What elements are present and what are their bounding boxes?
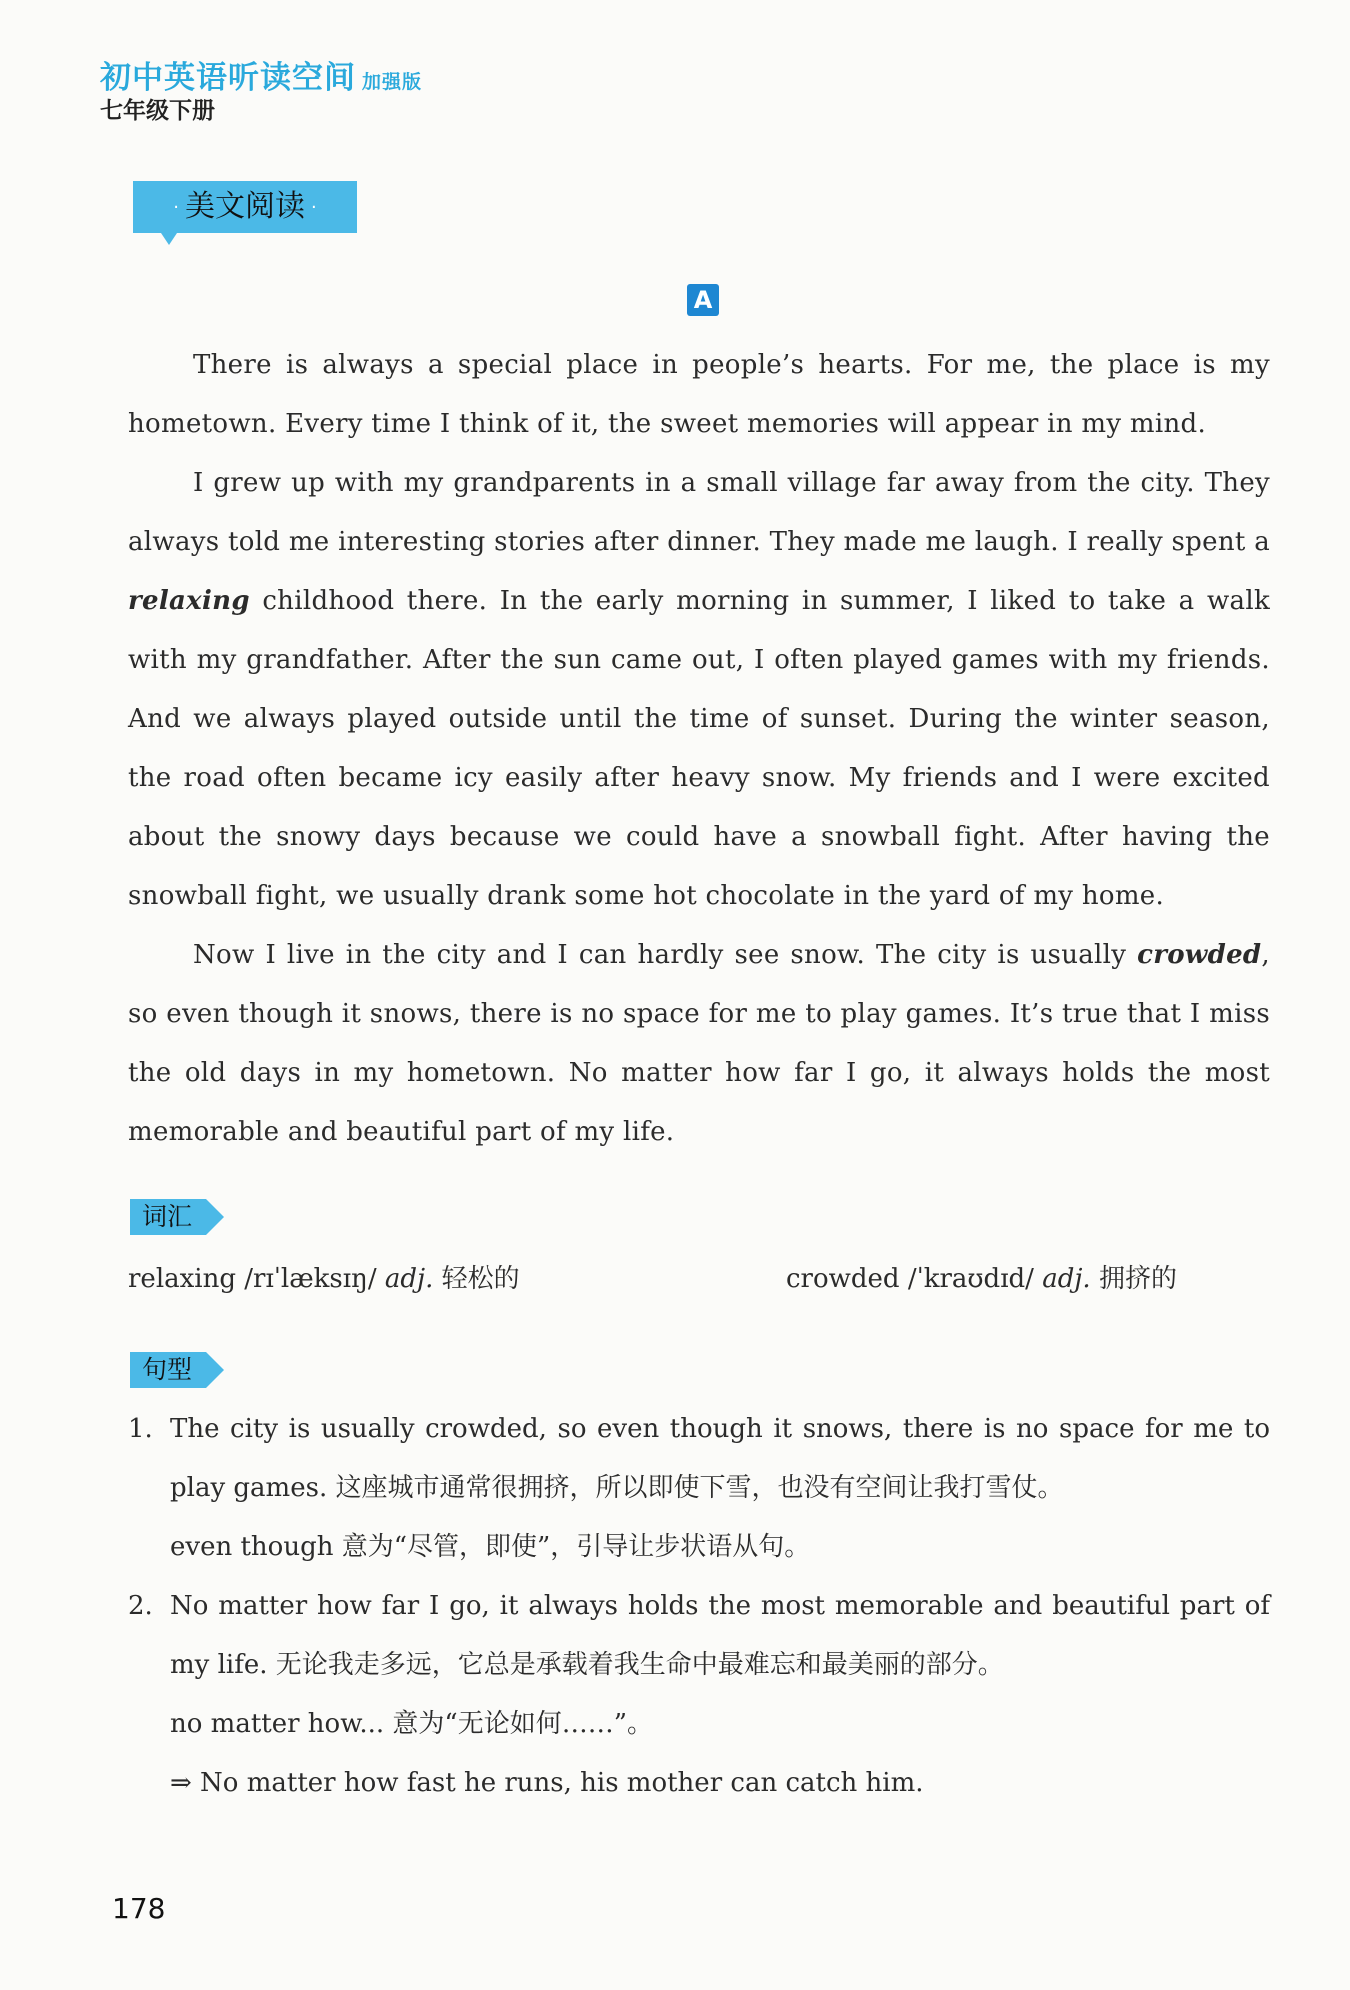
pattern-sentence: No matter how far I go, it always holds the most memorable and beautiful part of my life. 无论我走多远，它总是承载着我生命中最难忘和最美丽的部分。 xyxy=(170,1591,1270,1680)
pattern-number: 1. xyxy=(128,1414,153,1444)
paragraph-2: I grew up with my grandparents in a small village far away from the city. They always told me interesting stories after dinner. They made me laugh. I really spent a relaxing childhood there. In the early morning in summer, I liked to take a walk with my grandfather. After the sun came out, I often played games with my friends. And we always played outside until the time of sunset. During the winter season, the road often became icy easily after heavy snow. My friends and I were excited about the snowy days because we could have a snowball fight. After having the snowball fight, we usually drank some hot chocolate in the yard of my home. xyxy=(128,468,1270,911)
section-title: 美文阅读 xyxy=(185,189,305,224)
page-number: 178 xyxy=(112,1892,166,1925)
pattern-item xyxy=(128,1400,1270,1577)
section-banner xyxy=(133,181,357,233)
vocab-word: crowded xyxy=(786,1264,900,1294)
vocab-word: relaxing xyxy=(128,1264,236,1294)
series-subtitle: 加强版 xyxy=(362,71,423,93)
pattern-example: ⇒ No matter how fast he runs, his mother can catch him. xyxy=(170,1768,924,1798)
vocab-ipa: /rɪˈlæksɪŋ/ xyxy=(244,1264,377,1294)
grade-label: 七年级下册 xyxy=(100,98,215,124)
vocab-item-crowded xyxy=(786,1258,1177,1295)
vocab-item-relaxing xyxy=(128,1258,520,1295)
reading-passage xyxy=(128,336,1270,1162)
series-title-text: 初中英语听读空间 xyxy=(100,60,356,96)
keyword-crowded: crowded xyxy=(1137,940,1262,970)
vocab-meaning: 轻松的 xyxy=(441,1264,520,1294)
paragraph-1: There is always a special place in people’s hearts. For me, the place is my hometown. Every time I think of it, the sweet memories will appear in my mind. xyxy=(128,350,1270,439)
passage-label-badge: A xyxy=(687,284,719,316)
pattern-number: 2. xyxy=(128,1591,153,1621)
keyword-relaxing: relaxing xyxy=(128,586,250,616)
sentence-pattern-tag: 句型 xyxy=(130,1352,206,1388)
pattern-sentence: The city is usually crowded, so even though it snows, there is no space for me to play games. 这座城市通常很拥挤，所以即使下雪，也没有空间让我打雪仗。 xyxy=(170,1414,1270,1503)
banner-dot-right: · xyxy=(311,196,317,218)
vocab-meaning: 拥挤的 xyxy=(1098,1264,1177,1294)
pattern-note: no matter how... 意为“无论如何……”。 xyxy=(170,1709,654,1739)
vocabulary-tag: 词汇 xyxy=(130,1199,206,1235)
vocab-pos: adj. xyxy=(1042,1264,1091,1294)
vocab-pos: adj. xyxy=(384,1264,434,1294)
pattern-item xyxy=(128,1577,1270,1813)
paragraph-3: Now I live in the city and I can hardly see snow. The city is usually crowded, so even though it snows, there is no space for me to play games. It’s true that I miss the old days in my hometown. No matter how far I go, it always holds the most memorable and beautiful part of my life. xyxy=(128,940,1270,1147)
sentence-pattern-list xyxy=(128,1400,1270,1813)
vocab-ipa: /ˈkraʊdɪd/ xyxy=(907,1264,1034,1294)
series-title xyxy=(100,52,422,97)
banner-dot-left: · xyxy=(173,196,179,218)
pattern-note: even though 意为“尽管，即使”，引导让步状语从句。 xyxy=(170,1532,811,1562)
